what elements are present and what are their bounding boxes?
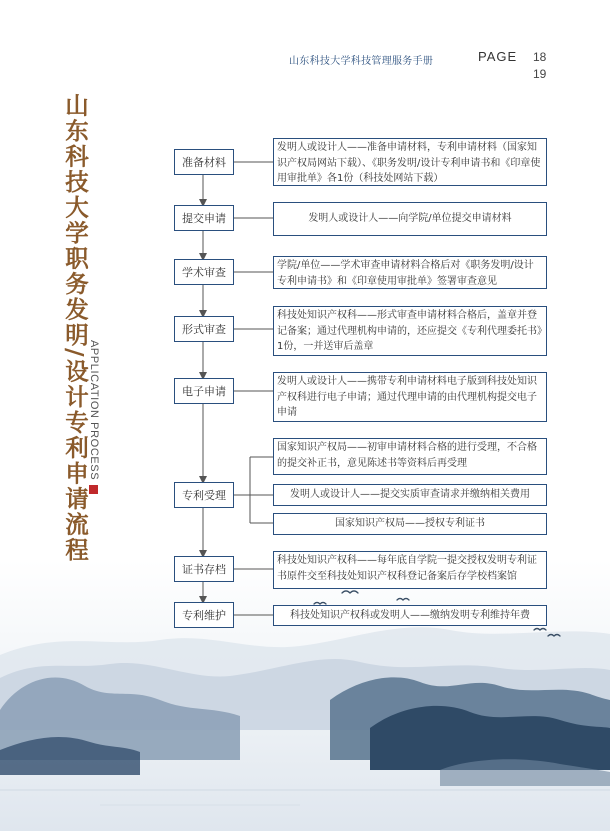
- page-label: PAGE: [478, 49, 518, 64]
- step-formal-review: 形式审查: [174, 316, 234, 342]
- step-electronic-filing: 电子申请: [174, 378, 234, 404]
- desc-academic-review: 学院/单位——学术审查申请材料合格后对《职务发明/设计专利申请书》和《印章使用审批单》签署审查意见: [273, 256, 547, 289]
- side-title: 山东科技大学职务发明/设计专利申请流程: [61, 93, 89, 563]
- step-submit-application: 提交申请: [174, 205, 234, 231]
- desc-acceptance-grant: 国家知识产权局——授权专利证书: [273, 513, 547, 535]
- desc-acceptance-substantive-exam: 发明人或设计人——提交实质审查请求并缴纳相关费用: [273, 484, 547, 506]
- desc-acceptance-initial-review: 国家知识产权局——初审申请材料合格的进行受理，不合格的提交补正书，意见陈述书等资料后再受理: [273, 438, 547, 475]
- step-patent-maintenance: 专利维护: [174, 602, 234, 628]
- page-number-left: 18: [533, 50, 547, 64]
- step-certificate-archive: 证书存档: [174, 556, 234, 582]
- desc-electronic-filing: 发明人或设计人——携带专利申请材料电子版到科技处知识产权科进行电子申请；通过代理申请的由代理机构提交电子申请: [273, 372, 547, 422]
- desc-formal-review: 科技处知识产权科——形式审查申请材料合格后，盖章并登记备案；通过代理机构申请的，还应提交《专利代理委托书》1份，一并送审后盖章: [273, 306, 547, 356]
- step-prepare-materials: 准备材料: [174, 149, 234, 175]
- handbook-title: 山东科技大学科技管理服务手册: [289, 56, 434, 67]
- step-patent-acceptance: 专利受理: [174, 482, 234, 508]
- desc-prepare-materials: 发明人或设计人——准备申请材料，专利申请材料（国家知识产权局网站下载）、《职务发明/设计专利申请书和《印章使用审批单》各1份（科技处网站下载）: [273, 138, 547, 186]
- desc-patent-maintenance: 科技处知识产权科或发明人——缴纳发明专利维持年费: [273, 605, 547, 626]
- page-number-right: 19: [533, 67, 547, 81]
- desc-submit-application: 发明人或设计人——向学院/单位提交申请材料: [273, 202, 547, 236]
- desc-certificate-archive: 科技处知识产权科——每年底自学院一提交授权发明专利证书原件交至科技处知识产权科登记备案后存学校档案馆: [273, 551, 547, 589]
- step-academic-review: 学术审查: [174, 259, 234, 285]
- side-subtitle: APPLICATION PROCESS: [88, 340, 100, 481]
